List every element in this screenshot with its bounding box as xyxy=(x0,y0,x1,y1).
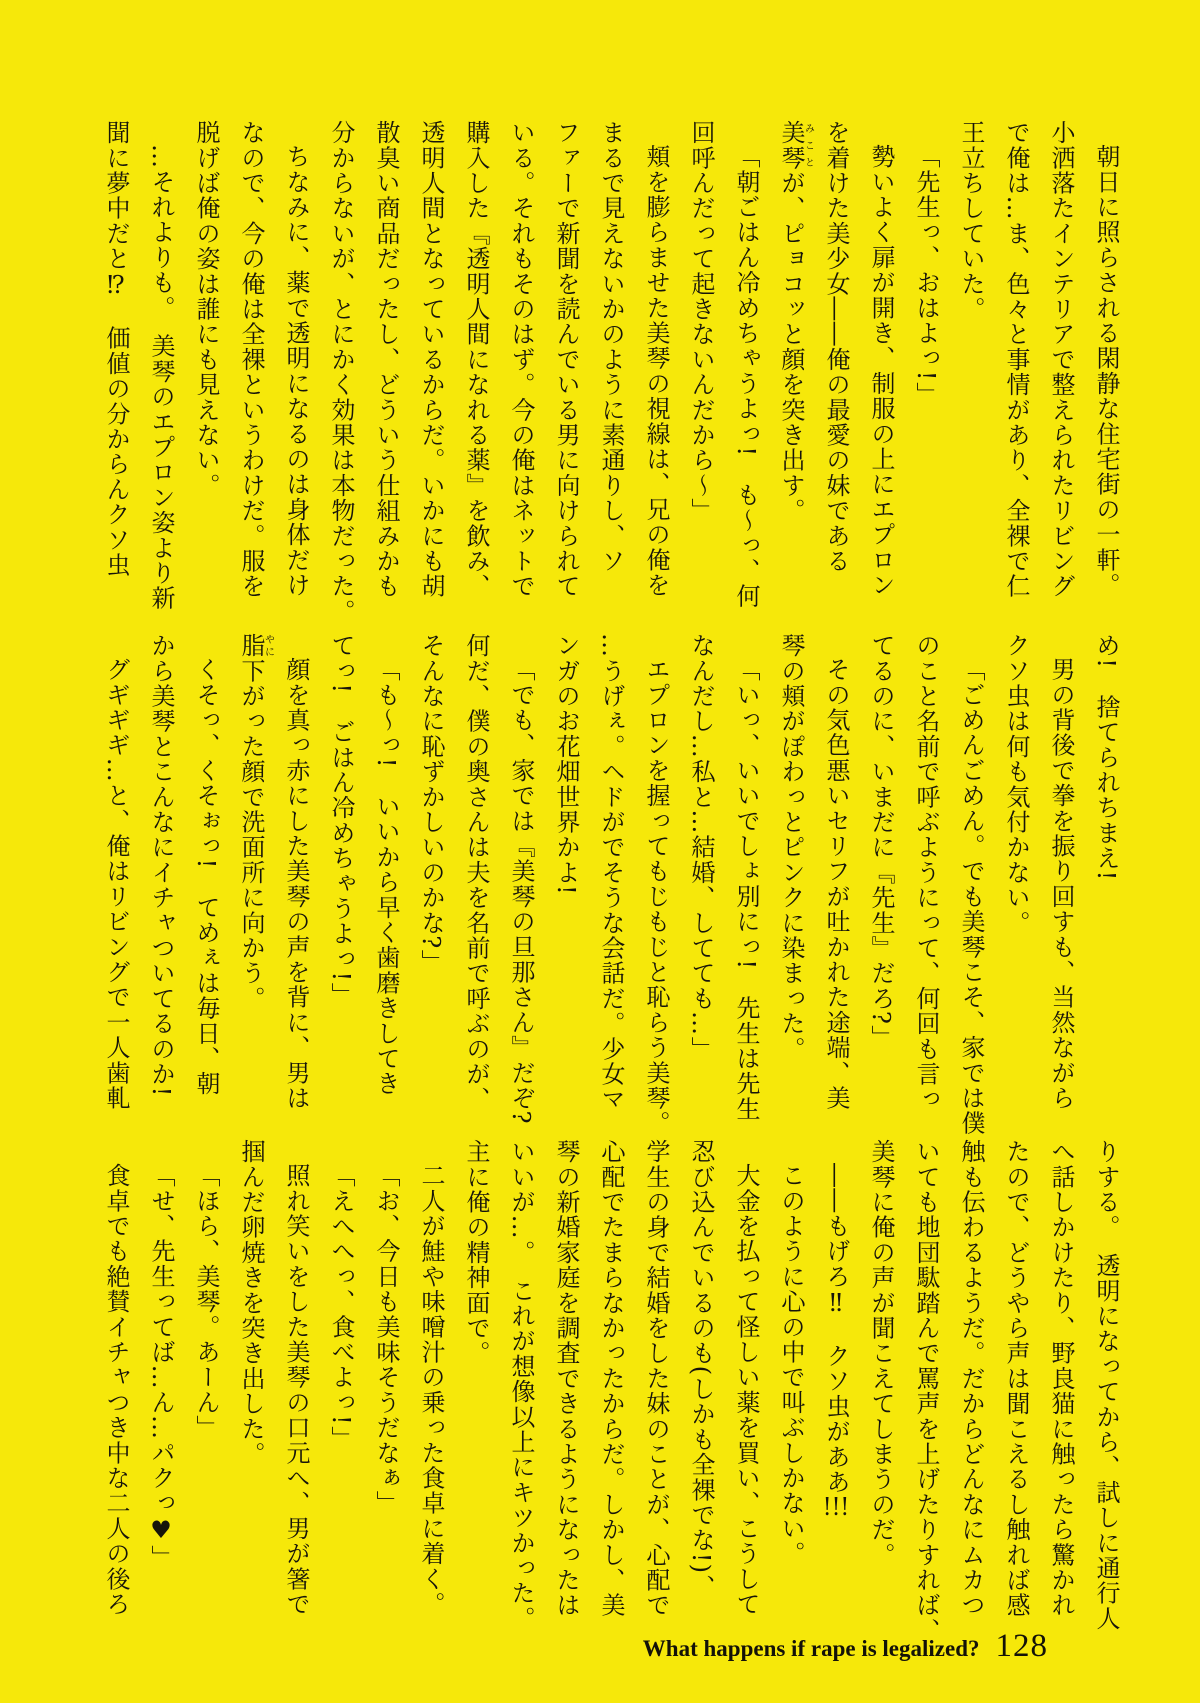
text-column: へ話しかけたり、野良猫に触ったら驚かれ xyxy=(1047,1139,1075,1618)
text-column: 「せ、先生ってば…ん…パクっ♥」 xyxy=(147,1163,175,1571)
text-column: 男の背後で拳を振り回すも、当然ながら xyxy=(1047,657,1075,1111)
text-column: なんだし…私と…結婚、してても…」 xyxy=(687,633,715,1062)
page-number: 128 xyxy=(995,1628,1048,1664)
text-column: くそっ、くそぉっ! てめぇは毎日、朝 xyxy=(192,657,220,1097)
text-column: そんなに恥ずかしいのかな?」 xyxy=(417,633,445,975)
text-column: 「えへへっ、食べよっ!」 xyxy=(327,1163,355,1452)
text-column: 散臭い商品だったし、どういう仕組みかも xyxy=(372,120,400,599)
text-column: てっ! ごはん冷めちゃうよっ!」 xyxy=(327,633,355,1008)
text-column: 勢いよく扉が開き、制服の上にエプロン xyxy=(867,144,895,598)
text-column: ちなみに、薬で透明になるのは身体だけ xyxy=(282,144,310,598)
text-column: のこと名前で呼ぶようにって、何回も言っ xyxy=(912,633,940,1112)
text-column: …うげぇ。ヘドがでそうな会話だ。少女マ xyxy=(597,633,625,1112)
text-column: 「先生っ、おはよっ!」 xyxy=(912,144,940,407)
text-column: 王立ちしていた。 xyxy=(957,120,985,322)
text-column: なので、今の俺は全裸というわけだ。服を xyxy=(237,120,265,599)
text-column: ――もげろ‼ クソ虫がああ!!! xyxy=(822,1163,850,1519)
text-column: その気色悪いセリフが吐かれた途端、美 xyxy=(822,657,850,1111)
text-column: 学生の身で結婚をした妹のことが、心配で xyxy=(642,1139,670,1618)
text-column: 美琴みことが、ピョコッと顔を突き出す。 xyxy=(777,120,814,524)
text-column: 美琴に俺の声が聞こえてしまうのだ。 xyxy=(867,1139,895,1568)
text-column: 朝日に照らされる閑静な住宅街の一軒。 xyxy=(1092,144,1120,598)
text-column: 忍び込んでいるのも(しかも全裸でな!)、 xyxy=(687,1139,715,1600)
text-column: 「いっ、いいでしょ別にっ! 先生は先生 xyxy=(732,657,760,1122)
text-column: 「も〜っ! いいから早く歯磨きしてき xyxy=(372,657,400,1097)
text-column: 二人が鮭や味噌汁の乗った食卓に着く。 xyxy=(417,1163,445,1617)
text-column: ンガのお花畑世界かよ! xyxy=(552,633,580,896)
text-column: 大金を払って怪しい薬を買い、こうして xyxy=(732,1163,760,1617)
text-column: 購入した『透明人間になれる薬』を飲み、 xyxy=(462,120,490,599)
text-column: 頬を膨らませた美琴の視線は、兄の俺を xyxy=(642,144,670,598)
text-column: グギギギ…と、俺はリビングで一人歯軋 xyxy=(102,657,130,1111)
text-column: で俺は…ま、色々と事情があり、全裸で仁 xyxy=(1002,120,1030,599)
footer-caption: What happens if rape is legalized? xyxy=(642,1636,980,1661)
text-band-top xyxy=(92,120,1128,645)
text-column: 「ごめんごめん。でも美琴こそ、家では僕 xyxy=(957,657,985,1136)
text-column: 分からないが、とにかく効果は本物だった。 xyxy=(327,120,355,624)
text-column: いいが…。 これが想像以上にキツかった。 xyxy=(507,1139,535,1631)
text-column: から美琴とこんなにイチャついてるのか! xyxy=(147,633,175,1098)
text-column: りする。 透明になってから、試しに通行人 xyxy=(1092,1139,1120,1631)
text-column: 掴んだ卵焼きを突き出した。 xyxy=(237,1139,265,1467)
text-column: 何だ、僕の奥さんは夫を名前で呼ぶのが、 xyxy=(462,633,490,1112)
text-column: このように心の中で叫ぶしかない。 xyxy=(777,1163,805,1567)
text-column: 脂やに下がった顔で洗面所に向かう。 xyxy=(237,633,274,1012)
text-column: 小洒落たインテリアで整えられたリビング xyxy=(1047,120,1075,599)
text-column: まるで見えないかのように素通りし、ソ xyxy=(597,120,625,574)
text-column: …それよりも。 美琴のエプロン姿より新 xyxy=(147,144,175,611)
text-band-bottom xyxy=(92,1139,1128,1664)
text-column: 照れ笑いをした美琴の口元へ、男が箸で xyxy=(282,1163,310,1617)
text-column: 琴の頬がぽわっとピンクに染まった。 xyxy=(777,633,805,1062)
text-column: 「朝ごはん冷めちゃうよっ! も〜っ、何 xyxy=(732,144,760,609)
text-column: エプロンを握ってもじもじと恥らう美琴。 xyxy=(642,657,670,1136)
text-column: 透明人間となっているからだ。いかにも胡 xyxy=(417,120,445,599)
text-column: 「お、今日も美味そうだなぁ」 xyxy=(372,1163,400,1516)
text-column: を着けた美少女――俺の最愛の妹である xyxy=(822,120,850,574)
page-footer xyxy=(643,1628,1048,1665)
text-band-middle xyxy=(92,633,1128,1158)
text-column: 心配でたまらなかったからだ。しかし、美 xyxy=(597,1139,625,1618)
text-column: たので、どうやら声は聞こえるし触れば感 xyxy=(1002,1139,1030,1618)
text-column: クソ虫は何も気付かない。 xyxy=(1002,633,1030,936)
text-column: いる。それもそのはず。今の俺はネットで xyxy=(507,120,535,599)
text-column: 触も伝わるようだ。だからどんなにムカつ xyxy=(957,1139,985,1618)
text-column: 「ほら、美琴。あーん」 xyxy=(192,1163,220,1441)
text-column: 食卓でも絶賛イチャつき中な二人の後ろ xyxy=(102,1163,130,1617)
text-column: 主に俺の精神面で。 xyxy=(462,1139,490,1366)
text-column: 聞に夢中だと⁉ 価値の分からんクソ虫 xyxy=(102,120,130,578)
text-column: いても地団駄踏んで罵声を上げたりすれば、 xyxy=(912,1139,940,1643)
text-column: ファーで新聞を読んでいる男に向けられて xyxy=(552,120,580,599)
text-column: 「でも、家では『美琴の旦那さん』だぞ? xyxy=(507,657,535,1125)
text-column: てるのに、いまだに『先生』だろ?」 xyxy=(867,633,895,1051)
text-column: 脱げば俺の姿は誰にも見えない。 xyxy=(192,120,220,498)
text-column: 回呼んだって起きないんだから〜」 xyxy=(687,120,715,524)
text-column: 琴の新婚家庭を調査できるようになったは xyxy=(552,1139,580,1618)
text-column: め! 捨てられちまえ! xyxy=(1092,633,1120,882)
text-column: 顔を真っ赤にした美琴の声を背に、男は xyxy=(282,657,310,1111)
